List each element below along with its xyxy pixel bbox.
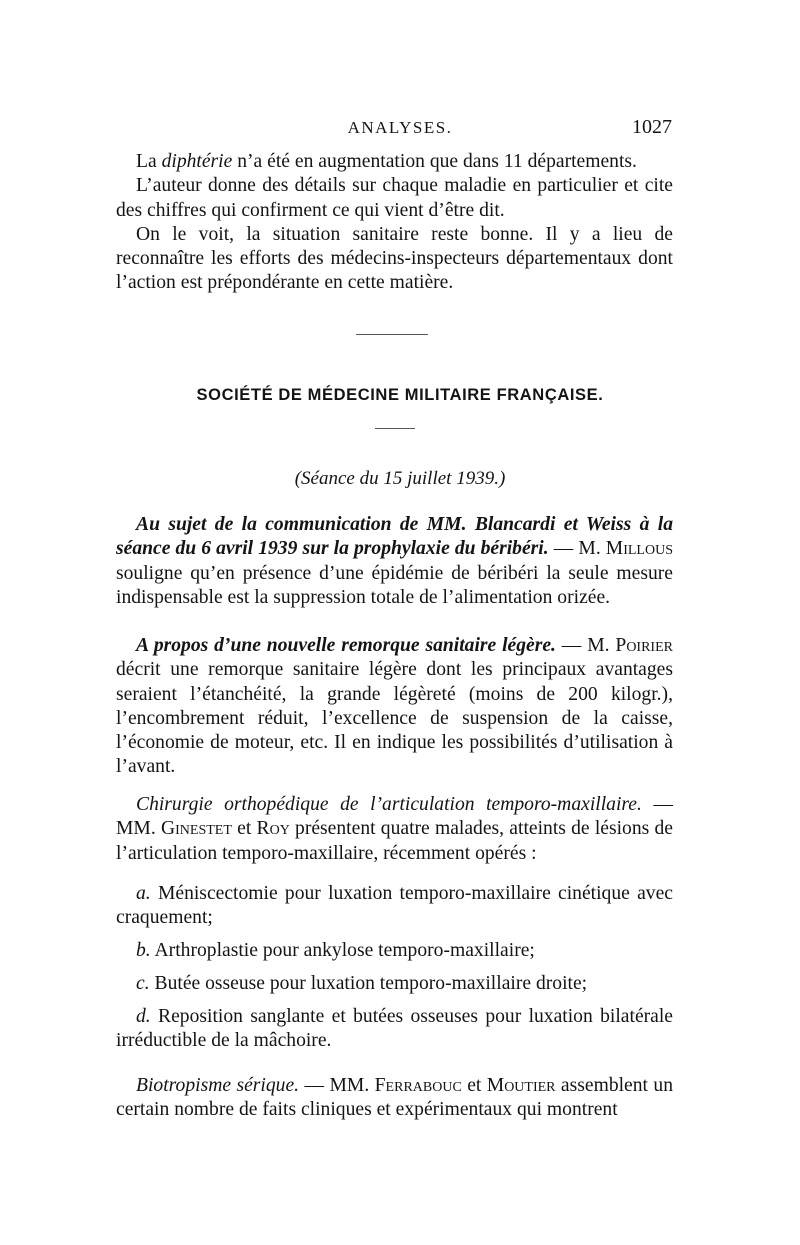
article-remorque: A propos d’une nouvelle remorque sanitaire légère. — M. Poirier décrit une remorque sanitaire légère dont les principaux avantages seraient l’étanchéité, la grande légèreté (moins de 200 kilogr.), l’encombrement réduit, l’excellence de suspension de la caisse, l’économie de moteur, etc. Il en indique les possibilités d’utilisation à l’avant.	[116, 635, 673, 778]
author-name: Ferrabouc	[374, 1075, 462, 1096]
intro-paragraph-1: La diphtérie n’a été en augmentation que dans 11 départements.	[136, 151, 637, 172]
author-name: Moutier	[486, 1075, 556, 1096]
article-title: Chirurgie orthopédique de l’articulation temporo-maxillaire.	[136, 794, 642, 815]
intro-block	[116, 150, 673, 296]
separator-rule-short	[375, 428, 415, 429]
article-title: Biotropisme sérique.	[136, 1075, 300, 1096]
author-name: Poirier	[615, 635, 673, 656]
section-title: SOCIÉTÉ DE MÉDECINE MILITAIRE FRANÇAISE.	[196, 386, 604, 404]
article-title: Au sujet de la communication de MM. Blancardi et Weiss à la séance du 6 avril 1939 sur la prophylaxie du béribéri.	[116, 514, 673, 560]
list-item: d. Reposition sanglante et butées osseuses pour luxation bilatérale irréductible de la mâchoire.	[116, 1006, 673, 1052]
running-header: ANALYSES.	[347, 118, 453, 137]
article-biotropisme: Biotropisme sérique. — MM. Ferrabouc et Moutier assemblent un certain nombre de faits cliniques et expérimentaux qui montrent	[116, 1075, 673, 1121]
author-name: Ginestet	[160, 818, 232, 840]
separator-rule	[356, 334, 428, 335]
article-title: A propos d’une nouvelle remorque sanitaire légère.	[136, 635, 556, 656]
list-item: c. Butée osseuse pour luxation temporo-maxillaire droite;	[136, 973, 588, 994]
disease-name: diphtérie	[161, 151, 233, 172]
session-date: (Séance du 15 juillet 1939.)	[294, 468, 506, 489]
intro-paragraph-2: L’auteur donne des détails sur chaque maladie en particulier et cite des chiffres qui confirment ce qui vient d’être dit.	[116, 175, 673, 221]
article-chirurgie: Chirurgie orthopédique de l’articulation temporo-maxillaire. — MM. Ginestet et Roy présentent quatre malades, atteints de lésions de l’articulation temporo-maxillaire, récemment opérés :	[116, 794, 673, 864]
page-number: 1027	[632, 116, 672, 138]
article-beriberi: Au sujet de la communication de MM. Blancardi et Weiss à la séance du 6 avril 1939 sur la prophylaxie du béribéri. — M. Millous souligne qu’en présence d’une épidémie de béribéri la seule mesure indispensable est la suppression totale de l’alimentation orizée.	[116, 514, 673, 608]
author-name: Roy	[256, 818, 290, 840]
list-item: a. Méniscectomie pour luxation temporo-maxillaire cinétique avec craquement;	[116, 883, 673, 929]
intro-paragraph-3: On le voit, la situation sanitaire reste bonne. Il y a lieu de reconnaître les efforts des médecins-inspecteurs départementaux dont l’action est prépondérante en cette matière.	[116, 223, 673, 294]
author-name: Millous	[605, 538, 673, 560]
list-item: b. Arthroplastie pour ankylose temporo-maxillaire;	[136, 940, 535, 961]
